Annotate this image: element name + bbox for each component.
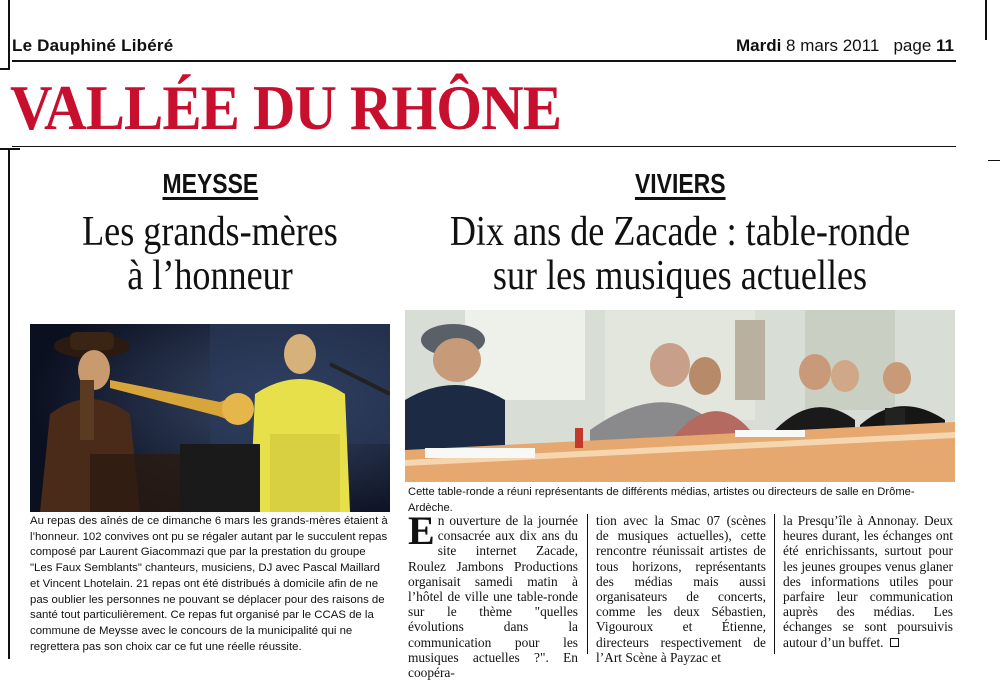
article2-caption: Cette table-ronde a réuni représentants de différents médias, artistes ou directeurs de salle en Drôme-Ardèche. bbox=[408, 486, 915, 514]
page-word: page bbox=[893, 36, 932, 55]
article1-photo bbox=[30, 324, 390, 512]
article2-column-1 bbox=[408, 508, 578, 680]
article1-headline bbox=[38, 210, 382, 298]
end-mark-icon bbox=[890, 638, 899, 647]
page-number: 11 bbox=[936, 36, 954, 55]
article2-column-2: tion avec la Smac 07 (scènes de musiques actuelles), cette rencontre réunissait artistes de tous horizons, représentants des médias mais aussi organisateurs de concerts, comme les deux Sébastien, Vigouroux et Étienne, directeurs respectivement de l’Art Scène à Payzac et bbox=[596, 513, 766, 665]
column-rule bbox=[587, 514, 588, 654]
article2-kicker-wrap bbox=[410, 168, 950, 200]
article2-headline-line1: Dix ans de Zacade : table-ronde bbox=[449, 209, 911, 255]
crop-mark bbox=[8, 0, 10, 70]
crop-mark bbox=[8, 148, 10, 659]
crop-mark bbox=[988, 160, 1000, 161]
section-title: VALLÉE DU RHÔNE bbox=[10, 72, 562, 143]
article2-column-3 bbox=[783, 513, 953, 650]
article1-headline-line2: à l’honneur bbox=[127, 253, 293, 299]
date: 8 mars 2011 bbox=[786, 36, 880, 55]
article1-kicker-wrap bbox=[30, 168, 390, 200]
article2-headline-line2: sur les musiques actuelles bbox=[492, 253, 868, 299]
section-rule bbox=[12, 146, 956, 147]
article2-col3-text: la Presqu’île à Annonay. Deux heures durant, les échanges ont été enrichissants, surtout pour les jeunes groupes venus glaner des informations utiles pour parfaire leur communication auprès des médias. Les échanges se sont poursuivis autour d’un buffet. bbox=[783, 513, 953, 650]
article2-kicker: VIVIERS bbox=[634, 168, 726, 199]
article1-headline-line1: Les grands-mères bbox=[82, 209, 338, 255]
day: Mardi bbox=[735, 36, 782, 55]
article2-dropcap: E bbox=[408, 508, 435, 553]
crop-mark bbox=[985, 0, 987, 40]
date-line bbox=[736, 36, 954, 56]
article2-photo bbox=[405, 310, 955, 482]
column-rule bbox=[774, 514, 775, 654]
newspaper-name: Le Dauphiné Libéré bbox=[12, 36, 174, 55]
article2-headline bbox=[413, 210, 946, 298]
crop-mark bbox=[0, 148, 20, 150]
article1-kicker: MEYSSE bbox=[162, 168, 258, 199]
header-rule bbox=[12, 60, 956, 62]
article2-col1-text: n ouverture de la journée consacrée aux dix ans du site internet Zacade, Roulez Jambons Productions organisait samedi matin à l’hôtel de ville une table-ronde sur le thème "quelles évolutions dans la communication pour les musiques actuelles ?". En coopéra- bbox=[408, 513, 578, 680]
crop-mark bbox=[0, 68, 10, 70]
article1-caption: Au repas des aînés de ce dimanche 6 mars les grands-mères étaient à l’honneur. 102 convives ont pu se régaler autant par le succulent repas composé par Laurent Giacommazi que par la prestation du groupe "Les Faux Semblants" chanteurs, musiciens, DJ avec Pascal Maillard et Vincent Lhotelain. 21 repas ont été distribués à domicile afin de ne pas oublier les personnes ne pouvant se déplacer pour des raisons de santé tout particulièrement. Ce repas fut organisé par le CCAS de la commune de Meysse avec le concours de la municipalité qui ne regrettera pas son choix car ce fut une réelle réussite. bbox=[30, 515, 388, 653]
